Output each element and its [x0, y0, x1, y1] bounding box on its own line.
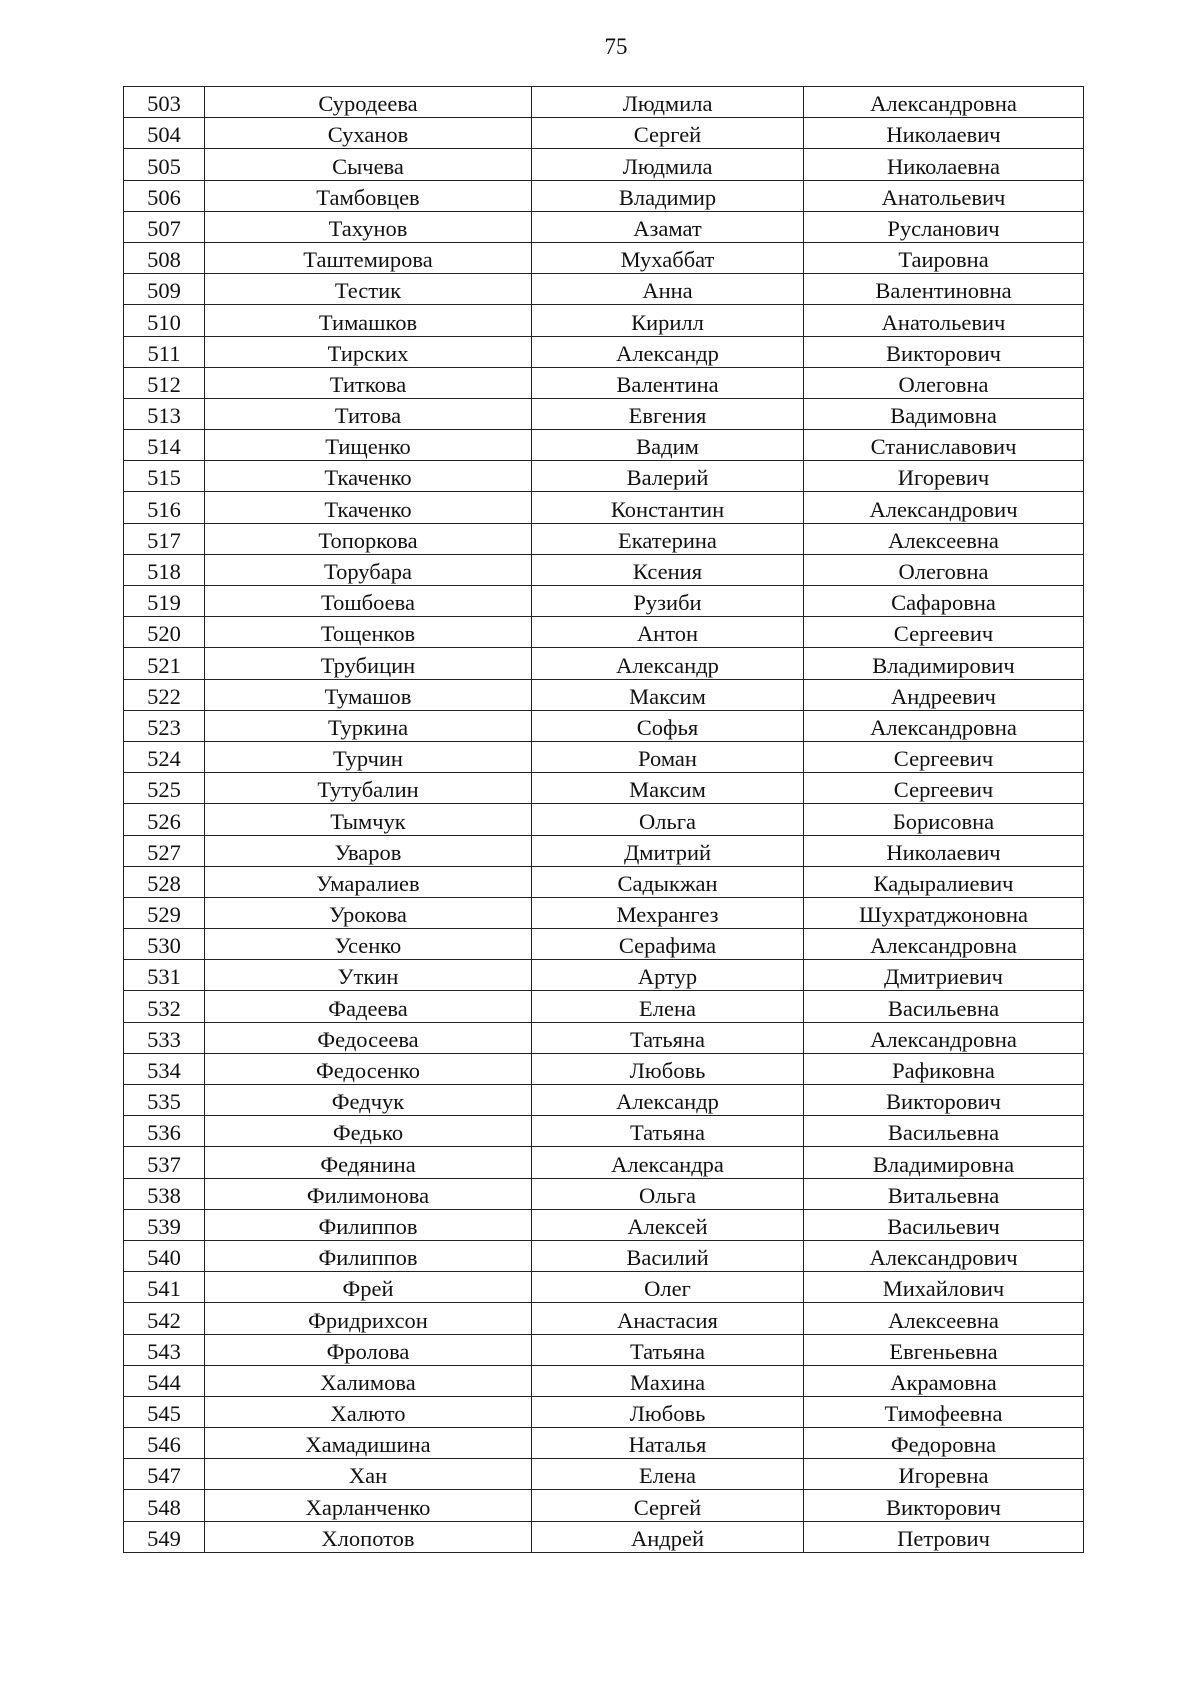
- last-name-cell: Фадеева: [205, 991, 532, 1022]
- page-number: 75: [604, 34, 628, 59]
- last-name-cell: Тестик: [205, 274, 532, 305]
- table-row: [124, 1396, 1084, 1427]
- table-row: [124, 1147, 1084, 1178]
- first-name-cell: Людмила: [532, 149, 804, 180]
- table-row: [124, 773, 1084, 804]
- patronymic-cell: Таировна: [804, 242, 1084, 273]
- table-row: [124, 1178, 1084, 1209]
- patronymic-cell: Александровна: [804, 1022, 1084, 1053]
- patronymic-cell: Алексеевна: [804, 1303, 1084, 1334]
- table-row: [124, 1116, 1084, 1147]
- row-number-cell: 544: [124, 1365, 205, 1396]
- last-name-cell: Федчук: [205, 1085, 532, 1116]
- first-name-cell: Любовь: [532, 1396, 804, 1427]
- row-number-cell: 515: [124, 461, 205, 492]
- first-name-cell: Любовь: [532, 1053, 804, 1084]
- table-row: [124, 929, 1084, 960]
- last-name-cell: Титова: [205, 398, 532, 429]
- first-name-cell: Александра: [532, 1147, 804, 1178]
- row-number-cell: 549: [124, 1521, 205, 1552]
- patronymic-cell: Вадимовна: [804, 398, 1084, 429]
- row-number-cell: 543: [124, 1334, 205, 1365]
- patronymic-cell: Сергеевич: [804, 773, 1084, 804]
- table-row: [124, 87, 1084, 118]
- row-number-cell: 539: [124, 1209, 205, 1240]
- patronymic-cell: Витальевна: [804, 1178, 1084, 1209]
- table-row: [124, 710, 1084, 741]
- table-row: [124, 648, 1084, 679]
- row-number-cell: 525: [124, 773, 205, 804]
- row-number-cell: 519: [124, 586, 205, 617]
- patronymic-cell: Шухратджоновна: [804, 897, 1084, 928]
- row-number-cell: 528: [124, 866, 205, 897]
- patronymic-cell: Анатольевич: [804, 305, 1084, 336]
- first-name-cell: Рузиби: [532, 586, 804, 617]
- last-name-cell: Хлопотов: [205, 1521, 532, 1552]
- first-name-cell: Максим: [532, 773, 804, 804]
- last-name-cell: Титкова: [205, 367, 532, 398]
- row-number-cell: 542: [124, 1303, 205, 1334]
- table-row: [124, 523, 1084, 554]
- first-name-cell: Людмила: [532, 87, 804, 118]
- patronymic-cell: Федоровна: [804, 1428, 1084, 1459]
- first-name-cell: Вадим: [532, 430, 804, 461]
- row-number-cell: 522: [124, 679, 205, 710]
- patronymic-cell: Александровна: [804, 87, 1084, 118]
- row-number-cell: 513: [124, 398, 205, 429]
- last-name-cell: Торубара: [205, 554, 532, 585]
- table-row: [124, 367, 1084, 398]
- table-row: [124, 866, 1084, 897]
- patronymic-cell: Владимировна: [804, 1147, 1084, 1178]
- table-row: [124, 118, 1084, 149]
- patronymic-cell: Николаевич: [804, 835, 1084, 866]
- patronymic-cell: Васильевич: [804, 1209, 1084, 1240]
- row-number-cell: 546: [124, 1428, 205, 1459]
- first-name-cell: Евгения: [532, 398, 804, 429]
- last-name-cell: Сычева: [205, 149, 532, 180]
- first-name-cell: Анастасия: [532, 1303, 804, 1334]
- row-number-cell: 516: [124, 492, 205, 523]
- last-name-cell: Суродеева: [205, 87, 532, 118]
- last-name-cell: Туркина: [205, 710, 532, 741]
- first-name-cell: Серафима: [532, 929, 804, 960]
- row-number-cell: 505: [124, 149, 205, 180]
- first-name-cell: Максим: [532, 679, 804, 710]
- first-name-cell: Василий: [532, 1240, 804, 1271]
- row-number-cell: 504: [124, 118, 205, 149]
- patronymic-cell: Русланович: [804, 211, 1084, 242]
- table-row: [124, 1053, 1084, 1084]
- first-name-cell: Ольга: [532, 1178, 804, 1209]
- patronymic-cell: Сергеевич: [804, 741, 1084, 772]
- first-name-cell: Дмитрий: [532, 835, 804, 866]
- last-name-cell: Урокова: [205, 897, 532, 928]
- patronymic-cell: Алексеевна: [804, 523, 1084, 554]
- row-number-cell: 529: [124, 897, 205, 928]
- patronymic-cell: Александрович: [804, 1240, 1084, 1271]
- first-name-cell: Алексей: [532, 1209, 804, 1240]
- row-number-cell: 509: [124, 274, 205, 305]
- table-row: [124, 1022, 1084, 1053]
- first-name-cell: Азамат: [532, 211, 804, 242]
- last-name-cell: Федосенко: [205, 1053, 532, 1084]
- last-name-cell: Трубицин: [205, 648, 532, 679]
- patronymic-cell: Николаевич: [804, 118, 1084, 149]
- last-name-cell: Федянина: [205, 1147, 532, 1178]
- row-number-cell: 536: [124, 1116, 205, 1147]
- patronymic-cell: Михайлович: [804, 1272, 1084, 1303]
- table-row: [124, 461, 1084, 492]
- first-name-cell: Ольга: [532, 804, 804, 835]
- first-name-cell: Анна: [532, 274, 804, 305]
- patronymic-cell: Васильевна: [804, 1116, 1084, 1147]
- patronymic-cell: Игоревич: [804, 461, 1084, 492]
- first-name-cell: Софья: [532, 710, 804, 741]
- table-row: [124, 1272, 1084, 1303]
- patronymic-cell: Анатольевич: [804, 180, 1084, 211]
- row-number-cell: 537: [124, 1147, 205, 1178]
- table-row: [124, 991, 1084, 1022]
- row-number-cell: 533: [124, 1022, 205, 1053]
- patronymic-cell: Андреевич: [804, 679, 1084, 710]
- row-number-cell: 507: [124, 211, 205, 242]
- row-number-cell: 527: [124, 835, 205, 866]
- table-row: [124, 336, 1084, 367]
- last-name-cell: Филимонова: [205, 1178, 532, 1209]
- last-name-cell: Усенко: [205, 929, 532, 960]
- row-number-cell: 517: [124, 523, 205, 554]
- row-number-cell: 526: [124, 804, 205, 835]
- last-name-cell: Федько: [205, 1116, 532, 1147]
- first-name-cell: Валерий: [532, 461, 804, 492]
- last-name-cell: Фролова: [205, 1334, 532, 1365]
- last-name-cell: Тамбовцев: [205, 180, 532, 211]
- patronymic-cell: Борисовна: [804, 804, 1084, 835]
- row-number-cell: 506: [124, 180, 205, 211]
- row-number-cell: 512: [124, 367, 205, 398]
- table-row: [124, 554, 1084, 585]
- table-row: [124, 211, 1084, 242]
- row-number-cell: 534: [124, 1053, 205, 1084]
- patronymic-cell: Игоревна: [804, 1459, 1084, 1490]
- table-row: [124, 741, 1084, 772]
- last-name-cell: Филиппов: [205, 1240, 532, 1271]
- first-name-cell: Александр: [532, 336, 804, 367]
- last-name-cell: Уваров: [205, 835, 532, 866]
- patronymic-cell: Викторович: [804, 336, 1084, 367]
- last-name-cell: Хан: [205, 1459, 532, 1490]
- table-row: [124, 1209, 1084, 1240]
- last-name-cell: Фрей: [205, 1272, 532, 1303]
- table-row: [124, 835, 1084, 866]
- row-number-cell: 547: [124, 1459, 205, 1490]
- row-number-cell: 545: [124, 1396, 205, 1427]
- patronymic-cell: Петрович: [804, 1521, 1084, 1552]
- first-name-cell: Мухаббат: [532, 242, 804, 273]
- patronymic-cell: Акрамовна: [804, 1365, 1084, 1396]
- row-number-cell: 538: [124, 1178, 205, 1209]
- patronymic-cell: Кадыралиевич: [804, 866, 1084, 897]
- first-name-cell: Роман: [532, 741, 804, 772]
- first-name-cell: Константин: [532, 492, 804, 523]
- patronymic-cell: Викторович: [804, 1085, 1084, 1116]
- row-number-cell: 532: [124, 991, 205, 1022]
- row-number-cell: 520: [124, 617, 205, 648]
- patronymic-cell: Олеговна: [804, 554, 1084, 585]
- last-name-cell: Халимова: [205, 1365, 532, 1396]
- patronymic-cell: Владимирович: [804, 648, 1084, 679]
- table-row: [124, 1490, 1084, 1521]
- last-name-cell: Тошбоева: [205, 586, 532, 617]
- last-name-cell: Тирских: [205, 336, 532, 367]
- first-name-cell: Садыкжан: [532, 866, 804, 897]
- row-number-cell: 511: [124, 336, 205, 367]
- table-row: [124, 492, 1084, 523]
- table-row: [124, 1240, 1084, 1271]
- first-name-cell: Артур: [532, 960, 804, 991]
- last-name-cell: Тимашков: [205, 305, 532, 336]
- table-row: [124, 1303, 1084, 1334]
- first-name-cell: Ксения: [532, 554, 804, 585]
- table-row: [124, 1334, 1084, 1365]
- last-name-cell: Тутубалин: [205, 773, 532, 804]
- first-name-cell: Татьяна: [532, 1022, 804, 1053]
- first-name-cell: Александр: [532, 648, 804, 679]
- patronymic-cell: Александровна: [804, 710, 1084, 741]
- first-name-cell: Андрей: [532, 1521, 804, 1552]
- last-name-cell: Фридрихсон: [205, 1303, 532, 1334]
- first-name-cell: Олег: [532, 1272, 804, 1303]
- last-name-cell: Таштемирова: [205, 242, 532, 273]
- patronymic-cell: Дмитриевич: [804, 960, 1084, 991]
- row-number-cell: 548: [124, 1490, 205, 1521]
- last-name-cell: Ткаченко: [205, 492, 532, 523]
- row-number-cell: 521: [124, 648, 205, 679]
- last-name-cell: Тощенков: [205, 617, 532, 648]
- names-table-body: [124, 87, 1084, 1553]
- patronymic-cell: Николаевна: [804, 149, 1084, 180]
- first-name-cell: Владимир: [532, 180, 804, 211]
- first-name-cell: Махина: [532, 1365, 804, 1396]
- first-name-cell: Александр: [532, 1085, 804, 1116]
- row-number-cell: 503: [124, 87, 205, 118]
- table-row: [124, 398, 1084, 429]
- table-row: [124, 804, 1084, 835]
- first-name-cell: Татьяна: [532, 1116, 804, 1147]
- row-number-cell: 524: [124, 741, 205, 772]
- last-name-cell: Харланченко: [205, 1490, 532, 1521]
- last-name-cell: Ткаченко: [205, 461, 532, 492]
- table-row: [124, 897, 1084, 928]
- patronymic-cell: Рафиковна: [804, 1053, 1084, 1084]
- patronymic-cell: Евгеньевна: [804, 1334, 1084, 1365]
- last-name-cell: Умаралиев: [205, 866, 532, 897]
- last-name-cell: Топоркова: [205, 523, 532, 554]
- last-name-cell: Тымчук: [205, 804, 532, 835]
- last-name-cell: Халюто: [205, 1396, 532, 1427]
- row-number-cell: 518: [124, 554, 205, 585]
- patronymic-cell: Тимофеевна: [804, 1396, 1084, 1427]
- first-name-cell: Валентина: [532, 367, 804, 398]
- last-name-cell: Уткин: [205, 960, 532, 991]
- row-number-cell: 523: [124, 710, 205, 741]
- patronymic-cell: Александровна: [804, 929, 1084, 960]
- patronymic-cell: Сафаровна: [804, 586, 1084, 617]
- patronymic-cell: Олеговна: [804, 367, 1084, 398]
- last-name-cell: Хамадишина: [205, 1428, 532, 1459]
- table-row: [124, 430, 1084, 461]
- first-name-cell: Антон: [532, 617, 804, 648]
- table-row: [124, 679, 1084, 710]
- row-number-cell: 510: [124, 305, 205, 336]
- first-name-cell: Елена: [532, 1459, 804, 1490]
- table-row: [124, 180, 1084, 211]
- table-row: [124, 586, 1084, 617]
- table-row: [124, 149, 1084, 180]
- table-row: [124, 1428, 1084, 1459]
- row-number-cell: 535: [124, 1085, 205, 1116]
- last-name-cell: Филиппов: [205, 1209, 532, 1240]
- last-name-cell: Федосеева: [205, 1022, 532, 1053]
- last-name-cell: Тумашов: [205, 679, 532, 710]
- first-name-cell: Татьяна: [532, 1334, 804, 1365]
- names-table: [123, 86, 1084, 1553]
- patronymic-cell: Валентиновна: [804, 274, 1084, 305]
- patronymic-cell: Александрович: [804, 492, 1084, 523]
- row-number-cell: 541: [124, 1272, 205, 1303]
- patronymic-cell: Сергеевич: [804, 617, 1084, 648]
- first-name-cell: Кирилл: [532, 305, 804, 336]
- row-number-cell: 508: [124, 242, 205, 273]
- table-row: [124, 1085, 1084, 1116]
- last-name-cell: Тахунов: [205, 211, 532, 242]
- last-name-cell: Турчин: [205, 741, 532, 772]
- first-name-cell: Екатерина: [532, 523, 804, 554]
- table-row: [124, 1459, 1084, 1490]
- table-row: [124, 242, 1084, 273]
- first-name-cell: Мехрангез: [532, 897, 804, 928]
- table-row: [124, 305, 1084, 336]
- last-name-cell: Тищенко: [205, 430, 532, 461]
- first-name-cell: Сергей: [532, 118, 804, 149]
- patronymic-cell: Васильевна: [804, 991, 1084, 1022]
- table-row: [124, 274, 1084, 305]
- last-name-cell: Суханов: [205, 118, 532, 149]
- row-number-cell: 540: [124, 1240, 205, 1271]
- table-row: [124, 617, 1084, 648]
- table-row: [124, 1365, 1084, 1396]
- patronymic-cell: Викторович: [804, 1490, 1084, 1521]
- row-number-cell: 514: [124, 430, 205, 461]
- row-number-cell: 531: [124, 960, 205, 991]
- patronymic-cell: Станиславович: [804, 430, 1084, 461]
- first-name-cell: Сергей: [532, 1490, 804, 1521]
- row-number-cell: 530: [124, 929, 205, 960]
- first-name-cell: Наталья: [532, 1428, 804, 1459]
- first-name-cell: Елена: [532, 991, 804, 1022]
- table-row: [124, 960, 1084, 991]
- table-row: [124, 1521, 1084, 1552]
